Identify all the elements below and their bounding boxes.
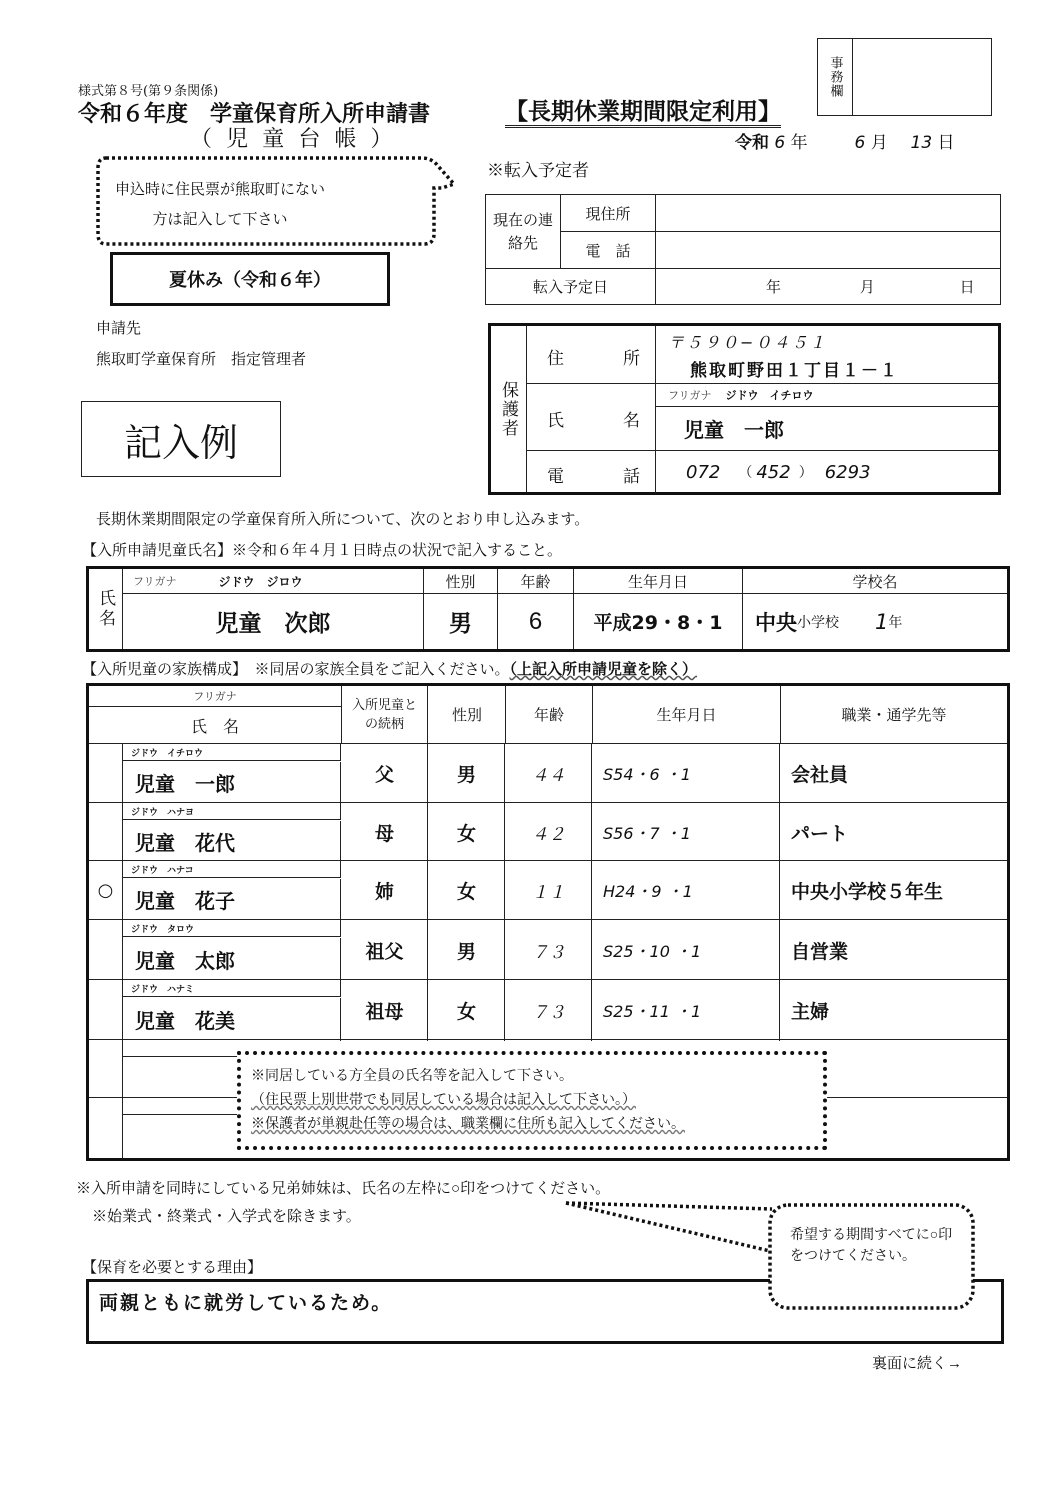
guardian-address: 熊取町野田１丁目１－１ <box>690 361 899 381</box>
family-header-sex: 性別 <box>429 686 506 743</box>
guardian-name-label-2: 名 <box>623 411 640 431</box>
family-note-line-1: ※同居している方全員の氏名等を記入して下さい。 <box>251 1067 573 1083</box>
sibling-mark-cell[interactable] <box>89 980 122 1041</box>
family-member-row <box>89 802 1007 861</box>
child-age[interactable]: 6 <box>498 594 574 649</box>
guardian-phone-local: 452 <box>756 461 791 483</box>
member-dob[interactable]: S25・10 ・1 <box>593 920 780 980</box>
child-school-suffix: 小学校 <box>797 614 839 631</box>
guardian-address-label-1: 住 <box>547 349 564 369</box>
child-sex-header: 性別 <box>424 569 498 594</box>
family-header-job: 職業・通学先等 <box>841 706 947 724</box>
child-name[interactable]: 児童 次郎 <box>123 594 424 649</box>
office-use-label: 事務欄 <box>818 39 853 115</box>
callout-period-text: 希望する期間すべてに○印をつけてください。 <box>790 1226 953 1263</box>
reason-value: 両親ともに就労しているため。 <box>99 1292 393 1314</box>
guardian-address-label-cell <box>527 326 656 384</box>
family-note-line-2: （住民票上別世帯でも同居している場合は記入して下さい。） <box>251 1091 636 1107</box>
guardian-name: 児童 一郎 <box>684 418 784 442</box>
transfer-contact-label: 現在の連絡先 <box>486 195 561 269</box>
family-header-furigana: フリガナ <box>89 686 342 707</box>
member-sex[interactable]: 女 <box>429 861 505 920</box>
guardian-phone-cell[interactable] <box>656 451 998 493</box>
family-table <box>86 683 1010 1161</box>
member-furigana[interactable]: ジドウ タロウ <box>123 920 341 937</box>
office-use-box <box>817 38 992 116</box>
child-name-label: 氏名 <box>89 569 123 649</box>
guardian-phone-label-1: 電 <box>547 467 564 487</box>
member-job[interactable]: パート <box>791 822 849 845</box>
transfer-date-input[interactable] <box>656 269 1001 305</box>
member-relation[interactable]: 祖父 <box>342 920 428 980</box>
member-age[interactable]: ４２ <box>506 803 592 861</box>
child-table <box>86 566 1010 652</box>
member-sex[interactable]: 女 <box>429 803 505 861</box>
date-day: 13 <box>910 133 933 153</box>
guardian-phone-label-2: 話 <box>623 467 640 487</box>
member-name[interactable]: 児童 花子 <box>123 879 341 920</box>
child-school-cell[interactable] <box>743 594 1007 649</box>
guardian-furigana-cell <box>656 384 998 407</box>
member-name[interactable]: 児童 太郎 <box>123 938 341 980</box>
guardian-name-cell[interactable] <box>656 407 998 451</box>
family-header-age: 年齢 <box>506 686 593 743</box>
family-member-row <box>89 979 1007 1041</box>
special-title: 【長期休業期間限定利用】 <box>505 97 781 128</box>
family-heading-text: 【入所児童の家族構成】 ※同居の家族全員をご記入ください。 <box>82 660 510 678</box>
member-dob[interactable]: S56・7 ・1 <box>593 803 780 861</box>
submit-to-value: 熊取町学童保育所 指定管理者 <box>96 350 307 368</box>
child-dob[interactable]: 平成29・8・1 <box>574 594 743 649</box>
page-subtitle: （ 児 童 台 帳 ） <box>190 126 397 151</box>
family-note-line-3: ※保護者が単親赴任等の場合は、職業欄に住所も記入してください。 <box>251 1115 685 1131</box>
member-job[interactable]: 中央小学校５年生 <box>791 881 944 903</box>
member-dob[interactable]: S25・11 ・1 <box>593 980 780 1041</box>
child-school-name: 中央 <box>755 610 797 635</box>
transfer-address-input[interactable] <box>656 195 1001 232</box>
sibling-mark-cell[interactable] <box>89 803 122 861</box>
page-title: 令和６年度 学童保育所入所申請書 <box>78 101 431 126</box>
family-header-name: 氏 名 <box>89 707 342 743</box>
member-furigana[interactable]: ジドウ イチロウ <box>123 744 341 761</box>
guardian-furigana[interactable]: ジドウ イチロウ <box>725 389 814 402</box>
guardian-group-label: 保護者 <box>491 326 527 492</box>
member-job[interactable]: 会社員 <box>791 763 849 786</box>
member-sex[interactable]: 男 <box>429 920 505 980</box>
family-heading-note: （上記入所申請児童を除く） <box>509 661 698 678</box>
transfer-phone-input[interactable] <box>656 232 1001 269</box>
transfer-date-year-unit: 年 <box>766 278 782 296</box>
sibling-mark-cell[interactable] <box>89 744 122 802</box>
member-age[interactable]: ７３ <box>506 920 592 980</box>
child-furigana[interactable]: ジドウ ジロウ <box>218 574 303 589</box>
family-header-relation: 入所児童との続柄 <box>342 686 428 743</box>
member-furigana[interactable]: ジドウ ハナヨ <box>123 803 341 820</box>
member-job[interactable]: 自営業 <box>791 940 849 963</box>
member-age[interactable]: ４４ <box>506 744 592 802</box>
member-furigana[interactable]: ジドウ ハナミ <box>123 980 341 997</box>
sibling-note: ※入所申請を同時にしている兄弟姉妹は、氏名の左枠に○印をつけてください。 <box>76 1180 611 1197</box>
date-month-unit: 月 <box>870 133 888 153</box>
member-age[interactable]: ７３ <box>506 980 592 1041</box>
guardian-furigana-label: フリガナ <box>668 389 712 402</box>
application-date <box>735 128 955 153</box>
date-era: 令和 <box>735 133 769 153</box>
form-number: 様式第８号(第９条関係) <box>78 84 219 99</box>
member-relation[interactable]: 父 <box>342 744 428 802</box>
date-day-unit: 日 <box>937 133 955 153</box>
child-furigana-cell <box>123 569 424 594</box>
family-member-row <box>89 860 1007 920</box>
child-sex[interactable]: 男 <box>424 594 498 649</box>
guardian-postal: 〒５９０−０４５１ <box>668 333 828 352</box>
child-dob-header: 生年月日 <box>574 569 743 594</box>
guardian-table <box>488 323 1001 495</box>
date-year: 6 <box>774 133 786 153</box>
family-member-row <box>89 744 1007 802</box>
member-relation[interactable]: 母 <box>342 803 428 861</box>
reason-label: 【保育を必要とする理由】 <box>82 1259 263 1276</box>
guardian-name-label-1: 氏 <box>547 411 564 431</box>
sample-stamp: 記入例 <box>81 401 281 477</box>
date-month: 6 <box>854 133 866 153</box>
child-age-header: 年齢 <box>498 569 574 594</box>
transfer-heading: ※転入予定者 <box>487 161 589 181</box>
child-school-header: 学校名 <box>743 569 1007 594</box>
guardian-name-label-cell <box>527 384 656 451</box>
submit-to-label: 申請先 <box>96 319 142 337</box>
member-name[interactable]: 児童 一郎 <box>123 762 341 802</box>
guardian-phone-close: ） <box>798 465 813 481</box>
member-dob[interactable]: H24・9 ・1 <box>593 861 780 920</box>
member-dob[interactable]: S54・6 ・1 <box>593 744 780 802</box>
family-section-heading <box>82 658 697 679</box>
transfer-table <box>485 194 1001 305</box>
sibling-mark-cell[interactable] <box>89 920 122 980</box>
member-relation[interactable]: 姉 <box>342 861 428 920</box>
guardian-phone-area: 072 <box>686 461 721 483</box>
member-relation[interactable]: 祖母 <box>342 980 428 1041</box>
member-age[interactable]: １１ <box>506 861 592 920</box>
child-furigana-label: フリガナ <box>133 575 177 588</box>
member-name[interactable]: 児童 花美 <box>123 998 341 1041</box>
guardian-address-cell[interactable] <box>656 326 998 384</box>
sibling-mark-cell[interactable]: ○ <box>97 880 114 901</box>
child-grade-unit: 年 <box>888 614 903 631</box>
member-sex[interactable]: 女 <box>429 980 505 1041</box>
family-note-box <box>237 1051 827 1150</box>
callout-residence-text: 申込時に住民票が熊取町にない方は記入して下さい <box>114 180 325 228</box>
transfer-phone-label: 電 話 <box>561 232 656 269</box>
guardian-address-label-2: 所 <box>623 349 640 369</box>
child-grade: 1 <box>875 609 889 634</box>
guardian-phone-number: 6293 <box>824 461 871 483</box>
family-member-row <box>89 919 1007 980</box>
member-name[interactable]: 児童 花代 <box>123 821 341 861</box>
period-box: 夏休み（令和６年） <box>110 252 390 306</box>
member-sex[interactable]: 男 <box>429 744 505 802</box>
guardian-phone-label-cell <box>527 451 656 493</box>
transfer-address-label: 現住所 <box>561 195 656 232</box>
transfer-date-day-unit: 日 <box>959 278 975 296</box>
member-job[interactable]: 主婦 <box>791 1001 830 1023</box>
guardian-phone-open: （ <box>738 465 753 481</box>
transfer-date-month-unit: 月 <box>859 278 875 296</box>
member-furigana[interactable]: ジドウ ハナコ <box>123 861 341 878</box>
ceremony-note: ※始業式・終業式・入学式を除きます。 <box>92 1208 361 1225</box>
date-year-unit: 年 <box>790 133 808 153</box>
intro-text: 長期休業期間限定の学童保育所入所について、次のとおり申し込みます。 <box>96 510 590 528</box>
continue-text: 裏面に続く→ <box>872 1355 963 1372</box>
family-header-dob: 生年月日 <box>593 686 781 743</box>
transfer-date-label: 転入予定日 <box>486 269 656 305</box>
child-section-heading: 【入所申請児童氏名】※令和６年４月１日時点の状況で記入すること。 <box>82 541 563 559</box>
